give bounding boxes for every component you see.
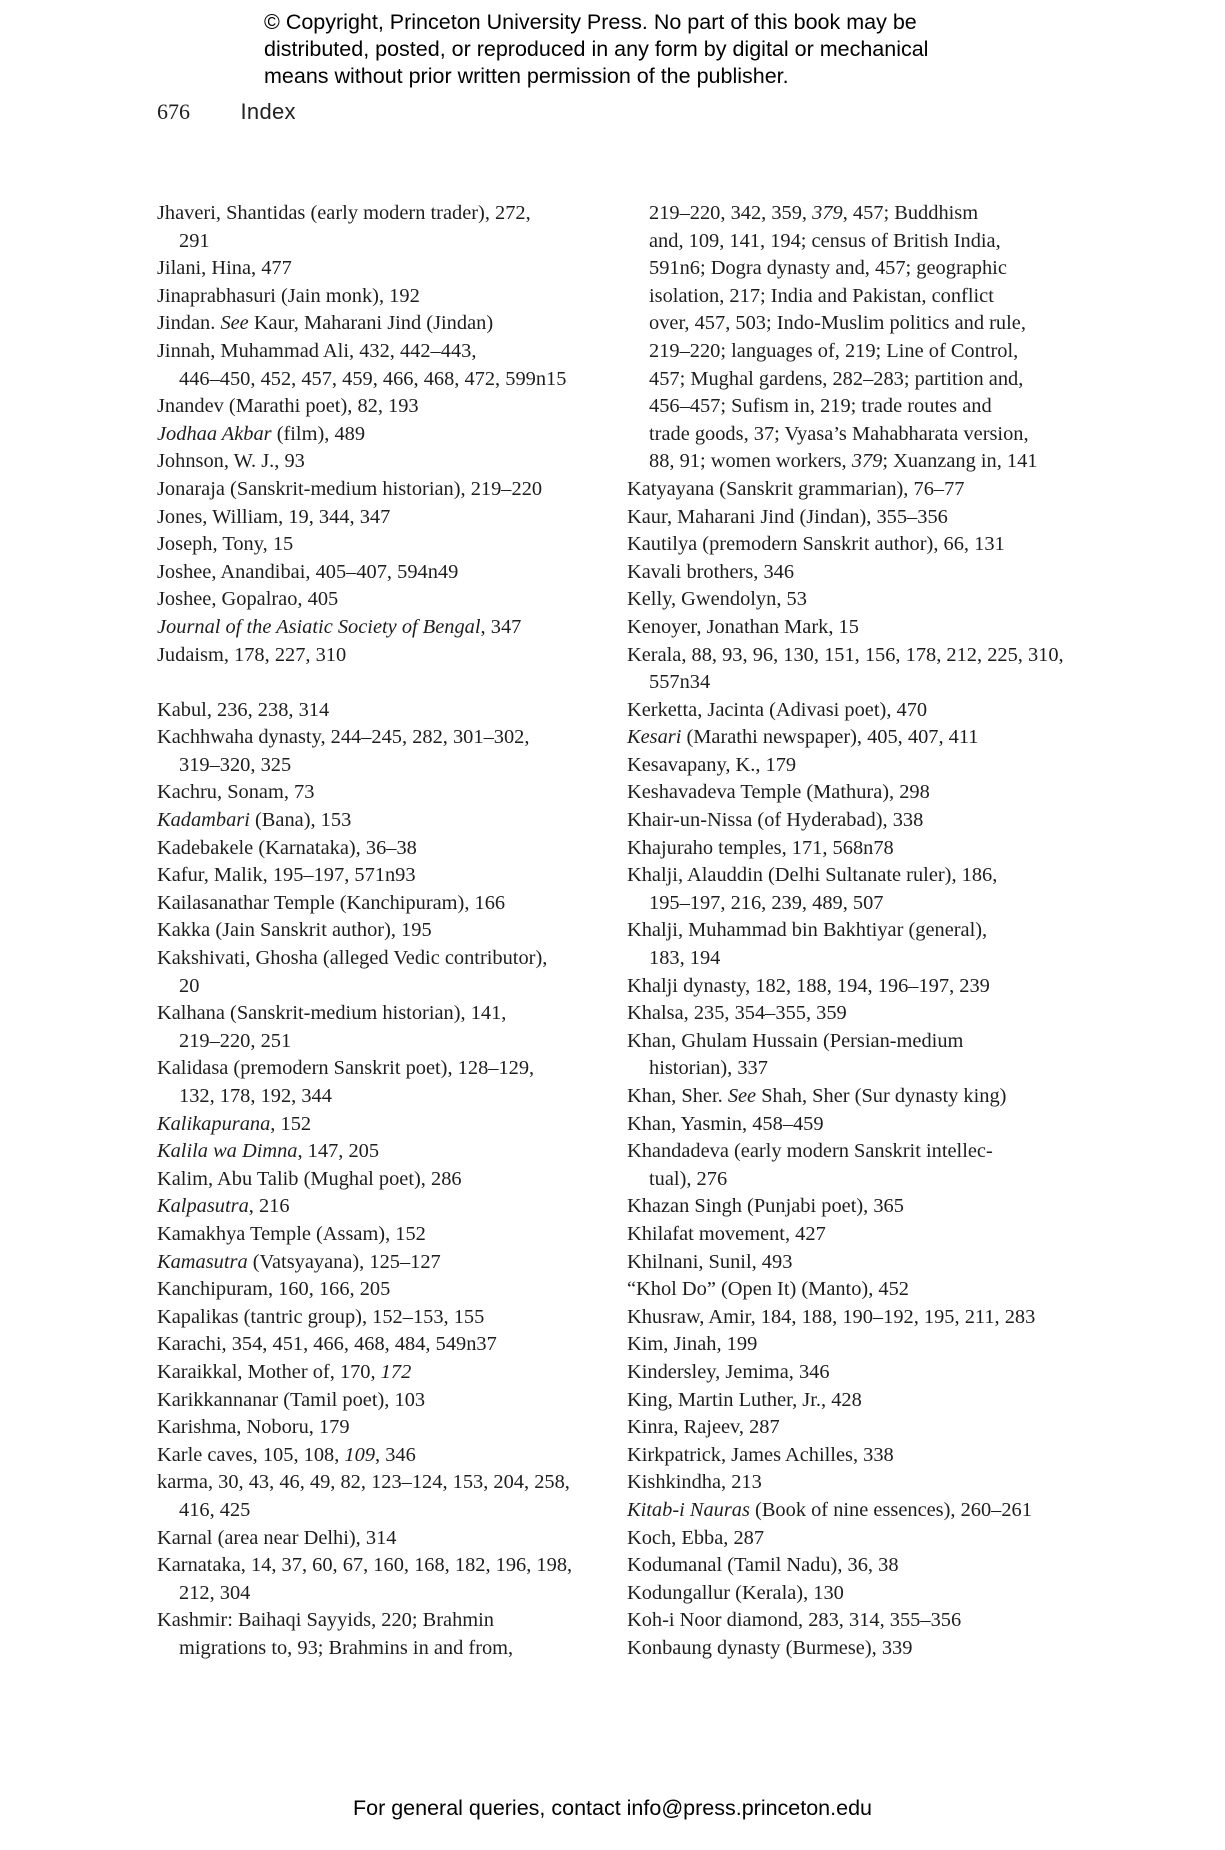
entry-text: King, Martin Luther, Jr., 428 — [627, 1388, 862, 1411]
entry-text: Kavali brothers, 346 — [627, 560, 795, 583]
entry-italic-text: Kalpasutra — [157, 1195, 249, 1218]
entry-text: Khajuraho temples, 171, 568n78 — [627, 836, 894, 859]
entry-text: Jones, William, 19, 344, 347 — [157, 505, 391, 528]
entry-text: Kenoyer, Jonathan Mark, 15 — [627, 615, 859, 638]
index-entry — [627, 1083, 1067, 1111]
index-entry — [157, 890, 627, 918]
entry-text-after: (film), 489 — [271, 422, 366, 445]
entry-text: Khair-un-Nissa (of Hyderabad), 338 — [627, 809, 924, 832]
entry-text: Kabul, 236, 238, 314 — [157, 698, 330, 721]
entry-text: Karle caves, 105, 108, — [157, 1443, 345, 1466]
entry-italic-text: See — [727, 1085, 757, 1107]
entry-text: Kachhwaha dynasty, 244–245, 282, 301–302, — [157, 726, 530, 749]
index-entry — [627, 1111, 1067, 1139]
entry-text: Kadebakele (Karnataka), 36–38 — [157, 836, 417, 859]
index-entry — [627, 1414, 1067, 1442]
index-entry — [627, 504, 1067, 532]
entry-italic-text: Kitab-i Nauras — [627, 1498, 750, 1521]
copyright-line: © Copyright, Princeton University Press. No part of this book may be — [264, 10, 917, 34]
entry-text-after: (Book of nine essences), 260–261 — [749, 1498, 1032, 1521]
index-entry — [157, 421, 627, 449]
index-entry — [157, 1276, 627, 1304]
index-entry-continuation — [627, 310, 1067, 338]
index-entry-continuation — [627, 255, 1067, 283]
entry-text: Khusraw, Amir, 184, 188, 190–192, 195, 211, 283 — [627, 1305, 1036, 1328]
entry-text: Karishma, Noboru, 179 — [157, 1416, 350, 1439]
entry-text: 446–450, 452, 457, 459, 466, 468, 472, 599n15 — [179, 367, 567, 390]
entry-text: Kachru, Sonam, 73 — [157, 781, 315, 804]
index-entry — [157, 1359, 627, 1387]
index-column-left — [157, 200, 627, 1662]
index-entry — [627, 973, 1067, 1001]
entry-text: Kalhana (Sanskrit-medium historian), 141, — [157, 1002, 507, 1025]
entry-text-after: (Bana), 153 — [249, 809, 352, 832]
index-entry — [627, 917, 1067, 945]
index-entry-continuation — [157, 1083, 627, 1111]
entry-italic-text: Journal of the Asiatic Society of Bengal — [157, 615, 481, 638]
index-entry — [627, 807, 1067, 835]
entry-text: Kerala, 88, 93, 96, 130, 151, 156, 178, 212, 225, 310, — [627, 643, 1064, 666]
entry-text: Kamakhya Temple (Assam), 152 — [157, 1222, 426, 1245]
entry-text: Kesavapany, K., 179 — [627, 753, 797, 776]
index-entry — [157, 1304, 627, 1332]
index-entry — [157, 1111, 627, 1139]
index-entry-continuation — [627, 1166, 1067, 1194]
index-entry — [627, 724, 1067, 752]
running-head: Index — [240, 99, 296, 124]
index-entry — [157, 1138, 627, 1166]
index-entry — [157, 807, 627, 835]
index-entry — [157, 1552, 627, 1580]
index-entry-continuation — [627, 393, 1067, 421]
entry-text-after: , 147, 205 — [297, 1140, 380, 1163]
entry-text: isolation, 217; India and Pakistan, conflict — [649, 284, 994, 307]
entry-text: Khalji, Muhammad bin Bakhtiyar (general), — [627, 919, 988, 942]
index-entry — [157, 1166, 627, 1194]
entry-text: Kalim, Abu Talib (Mughal poet), 286 — [157, 1167, 462, 1190]
index-entry — [157, 642, 627, 670]
entry-italic-text: Kamasutra — [157, 1250, 248, 1273]
entry-text-after: ; Xuanzang in, 141 — [882, 450, 1038, 473]
entry-text: Koch, Ebba, 287 — [627, 1526, 765, 1549]
entry-text: Kodumanal (Tamil Nadu), 36, 38 — [627, 1554, 899, 1577]
copyright-line: means without prior written permission of the publisher. — [264, 64, 789, 88]
entry-text: Jonaraja (Sanskrit-medium historian), 219–220 — [157, 477, 543, 500]
entry-text: Kanchipuram, 160, 166, 205 — [157, 1278, 391, 1301]
index-entry — [157, 917, 627, 945]
entry-italic-text: 379 — [812, 202, 843, 224]
entry-italic-text: Kalikapurana — [157, 1112, 271, 1135]
section-gap — [157, 669, 627, 697]
index-entry — [157, 310, 627, 338]
index-entry — [627, 779, 1067, 807]
entry-text: tual), 276 — [649, 1167, 728, 1190]
entry-text: 416, 425 — [179, 1498, 251, 1521]
index-entry — [627, 614, 1067, 642]
entry-text: migrations to, 93; Brahmins in and from, — [179, 1636, 514, 1659]
index-entry — [157, 531, 627, 559]
page-number: 676 — [157, 99, 190, 124]
index-entry — [627, 1000, 1067, 1028]
index-entry-continuation — [627, 366, 1067, 394]
index-entry — [157, 779, 627, 807]
entry-text: Khan, Ghulam Hussain (Persian-medium — [627, 1029, 964, 1052]
entry-text: Kinra, Rajeev, 287 — [627, 1416, 780, 1439]
index-entry — [627, 1249, 1067, 1277]
index-entry — [157, 586, 627, 614]
entry-text: Kishkindha, 213 — [627, 1471, 762, 1494]
entry-italic-text: 109 — [344, 1443, 376, 1466]
index-entry — [157, 476, 627, 504]
entry-text: Kim, Jinah, 199 — [627, 1333, 758, 1356]
index-entry — [627, 1331, 1067, 1359]
entry-text: trade goods, 37; Vyasa’s Mahabharata version, — [649, 422, 1029, 445]
index-entry — [627, 1607, 1067, 1635]
entry-text-after: , 216 — [248, 1195, 290, 1218]
entry-text: 212, 304 — [179, 1581, 251, 1604]
index-entry — [627, 862, 1067, 890]
entry-text-after: Kaur, Maharani Jind (Jindan) — [248, 312, 494, 335]
entry-text-after: , 457; Buddhism — [842, 202, 979, 224]
entry-text: 591n6; Dogra dynasty and, 457; geographic — [649, 257, 1007, 280]
index-entry — [627, 1387, 1067, 1415]
entry-text: Johnson, W. J., 93 — [157, 450, 305, 473]
entry-text: Khalsa, 235, 354–355, 359 — [627, 1002, 847, 1025]
index-entry-continuation — [627, 669, 1067, 697]
entry-italic-text: Kadambari — [157, 809, 250, 832]
entry-italic-text: Kalila wa Dimna — [157, 1140, 298, 1163]
index-entry — [627, 697, 1067, 725]
entry-text: 20 — [179, 974, 200, 997]
index-entry-continuation — [627, 1055, 1067, 1083]
index-entry-continuation — [157, 1580, 627, 1608]
entry-text: Khalji, Alauddin (Delhi Sultanate ruler), 186, — [627, 864, 998, 887]
entry-text: 88, 91; women workers, — [649, 450, 852, 473]
index-entry — [627, 1221, 1067, 1249]
index-entry — [157, 1249, 627, 1277]
entry-text: 457; Mughal gardens, 282–283; partition and, — [649, 367, 1024, 390]
entry-text-after: , 347 — [480, 615, 522, 638]
entry-text: Jinaprabhasuri (Jain monk), 192 — [157, 284, 420, 307]
entry-text-after: , 152 — [270, 1112, 312, 1135]
entry-text: Judaism, 178, 227, 310 — [157, 643, 347, 666]
entry-text-after: (Marathi newspaper), 405, 407, 411 — [681, 726, 979, 749]
entry-text: Kautilya (premodern Sanskrit author), 66, 131 — [627, 533, 1005, 556]
index-entry-continuation — [627, 945, 1067, 973]
entry-text: over, 457, 503; Indo-Muslim politics and rule, — [649, 312, 1026, 335]
index-entry — [157, 1414, 627, 1442]
index-entry — [627, 1552, 1067, 1580]
entry-text: 319–320, 325 — [179, 753, 292, 776]
index-entry — [157, 1607, 627, 1635]
index-entry — [627, 642, 1067, 670]
index-entry — [157, 862, 627, 890]
page-header — [157, 97, 296, 127]
entry-text: 456–457; Sufism in, 219; trade routes and — [649, 395, 992, 418]
entry-text: 219–220; languages of, 219; Line of Control, — [649, 339, 1019, 362]
entry-text: Kaur, Maharani Jind (Jindan), 355–356 — [627, 505, 948, 528]
index-entry-continuation — [627, 283, 1067, 311]
index-entry — [157, 1442, 627, 1470]
index-entry — [157, 724, 627, 752]
entry-text: 557n34 — [649, 671, 711, 694]
index-entry — [627, 835, 1067, 863]
entry-text: Karikkannanar (Tamil poet), 103 — [157, 1388, 426, 1411]
index-column-right — [627, 200, 1067, 1662]
entry-text: Kakka (Jain Sanskrit author), 195 — [157, 919, 432, 942]
index-entry — [157, 1221, 627, 1249]
index-entry-continuation — [627, 890, 1067, 918]
index-entry — [627, 586, 1067, 614]
entry-text: Kelly, Gwendolyn, 53 — [627, 588, 807, 611]
entry-text: Kailasanathar Temple (Kanchipuram), 166 — [157, 891, 506, 914]
entry-text: “Khol Do” (Open It) (Manto), 452 — [627, 1278, 909, 1301]
entry-text: Kalidasa (premodern Sanskrit poet), 128–129, — [157, 1057, 535, 1080]
entry-text: Karachi, 354, 451, 466, 468, 484, 549n37 — [157, 1333, 497, 1356]
entry-text: Kakshivati, Ghosha (alleged Vedic contributor), — [157, 947, 548, 970]
entry-text: Joshee, Anandibai, 405–407, 594n49 — [157, 560, 459, 583]
index-entry — [157, 1193, 627, 1221]
entry-text: Jindan. — [157, 312, 221, 335]
entry-text: Joshee, Gopalrao, 405 — [157, 588, 339, 611]
entry-text: Khazan Singh (Punjabi poet), 365 — [627, 1195, 904, 1218]
index-entry — [157, 697, 627, 725]
entry-text: Kafur, Malik, 195–197, 571n93 — [157, 864, 416, 887]
index-entry-continuation — [157, 1635, 627, 1663]
entry-text: 195–197, 216, 239, 489, 507 — [649, 891, 884, 914]
index-entry — [627, 1580, 1067, 1608]
entry-text: Karaikkal, Mother of, 170, — [157, 1360, 381, 1383]
index-entry — [157, 835, 627, 863]
entry-text: Kerketta, Jacinta (Adivasi poet), 470 — [627, 698, 928, 721]
index-entry — [627, 1138, 1067, 1166]
index-entry-continuation — [627, 228, 1067, 256]
entry-text: Katyayana (Sanskrit grammarian), 76–77 — [627, 477, 965, 500]
entry-text: Jnandev (Marathi poet), 82, 193 — [157, 395, 419, 418]
index-entry — [627, 1359, 1067, 1387]
index-entry — [157, 448, 627, 476]
index-entry — [627, 1028, 1067, 1056]
index-entry-continuation — [627, 200, 1067, 228]
entry-text: karma, 30, 43, 46, 49, 82, 123–124, 153, 204, 258, — [157, 1471, 570, 1494]
index-entry-continuation — [157, 1497, 627, 1525]
index-entry — [157, 200, 627, 228]
footer-contact: For general queries, contact info@press.princeton.edu — [352, 1796, 872, 1820]
entry-text: Kashmir: Baihaqi Sayyids, 220; Brahmin — [157, 1609, 494, 1632]
index-entry — [627, 1442, 1067, 1470]
index-entry-continuation — [627, 338, 1067, 366]
entry-text: Khan, Yasmin, 458–459 — [627, 1112, 824, 1135]
copyright-line: distributed, posted, or reproduced in any form by digital or mechanical — [264, 37, 929, 61]
entry-text: Karnal (area near Delhi), 314 — [157, 1526, 397, 1549]
entry-text-after: , 346 — [375, 1443, 416, 1466]
index-entry-continuation — [627, 448, 1067, 476]
entry-text: 183, 194 — [649, 947, 721, 970]
index-entry — [157, 1000, 627, 1028]
entry-text: Karnataka, 14, 37, 60, 67, 160, 168, 182, 196, 198, — [157, 1554, 573, 1577]
entry-text: Koh-i Noor diamond, 283, 314, 355–356 — [627, 1609, 962, 1632]
entry-text: Kirkpatrick, James Achilles, 338 — [627, 1443, 894, 1466]
index-entry — [627, 476, 1067, 504]
entry-text: Jhaveri, Shantidas (early modern trader), 272, — [157, 202, 531, 224]
entry-text: Konbaung dynasty (Burmese), 339 — [627, 1636, 913, 1659]
index-entry — [627, 1469, 1067, 1497]
index-entry — [157, 1331, 627, 1359]
entry-text: Kodungallur (Kerala), 130 — [627, 1581, 844, 1604]
entry-text: Jilani, Hina, 477 — [157, 257, 292, 280]
index-entry — [627, 1276, 1067, 1304]
index-entry — [627, 1304, 1067, 1332]
index-entry — [157, 283, 627, 311]
entry-text: Khilafat movement, 427 — [627, 1222, 826, 1245]
entry-text: Jinnah, Muhammad Ali, 432, 442–443, — [157, 339, 477, 362]
entry-text: 219–220, 251 — [179, 1029, 292, 1052]
entry-text: and, 109, 141, 194; census of British India, — [649, 229, 1001, 252]
index-entry-continuation — [627, 421, 1067, 449]
index-entry — [627, 531, 1067, 559]
index-entry — [157, 559, 627, 587]
entry-text: 291 — [179, 229, 210, 252]
index-entry-continuation — [157, 366, 627, 394]
index-entry — [157, 1387, 627, 1415]
index-entry — [627, 559, 1067, 587]
entry-text: Kindersley, Jemima, 346 — [627, 1360, 830, 1383]
index-entry — [157, 1469, 627, 1497]
entry-text: Khalji dynasty, 182, 188, 194, 196–197, 239 — [627, 974, 990, 997]
entry-text: 132, 178, 192, 344 — [179, 1085, 332, 1107]
entry-text: Khilnani, Sunil, 493 — [627, 1250, 793, 1273]
index-entry-continuation — [157, 228, 627, 256]
index-entry — [157, 614, 627, 642]
entry-text: Keshavadeva Temple (Mathura), 298 — [627, 781, 930, 804]
index-entry — [627, 1193, 1067, 1221]
entry-text-after: (Vatsyayana), 125–127 — [247, 1250, 441, 1273]
entry-italic-text: See — [220, 312, 249, 335]
index-entry — [157, 1055, 627, 1083]
entry-text: Khan, Sher. — [627, 1085, 728, 1107]
entry-italic-text: Jodhaa Akbar — [157, 422, 272, 445]
entry-text: historian), 337 — [649, 1057, 768, 1080]
entry-italic-text: Kesari — [627, 726, 682, 749]
index-entry — [157, 393, 627, 421]
index-entry-continuation — [157, 973, 627, 1001]
entry-text: Joseph, Tony, 15 — [157, 533, 294, 556]
entry-text: Khandadeva (early modern Sanskrit intellec- — [627, 1140, 993, 1163]
index-entry — [157, 504, 627, 532]
index-entry — [157, 945, 627, 973]
index-entry — [157, 1525, 627, 1553]
entry-text: Kapalikas (tantric group), 152–153, 155 — [157, 1305, 485, 1328]
entry-italic-text: 379 — [851, 450, 883, 473]
index-entry — [627, 1525, 1067, 1553]
index-entry — [627, 1635, 1067, 1663]
entry-text: 219–220, 342, 359, — [649, 202, 813, 224]
entry-italic-text: 172 — [380, 1360, 412, 1383]
index-entry — [627, 752, 1067, 780]
copyright-notice — [264, 9, 1024, 90]
entry-text-after: Shah, Sher (Sur dynasty king) — [756, 1085, 1007, 1107]
index-entry-continuation — [157, 752, 627, 780]
index-entry — [627, 1497, 1067, 1525]
index-entry — [157, 338, 627, 366]
index-entry-continuation — [157, 1028, 627, 1056]
index-entry — [157, 255, 627, 283]
